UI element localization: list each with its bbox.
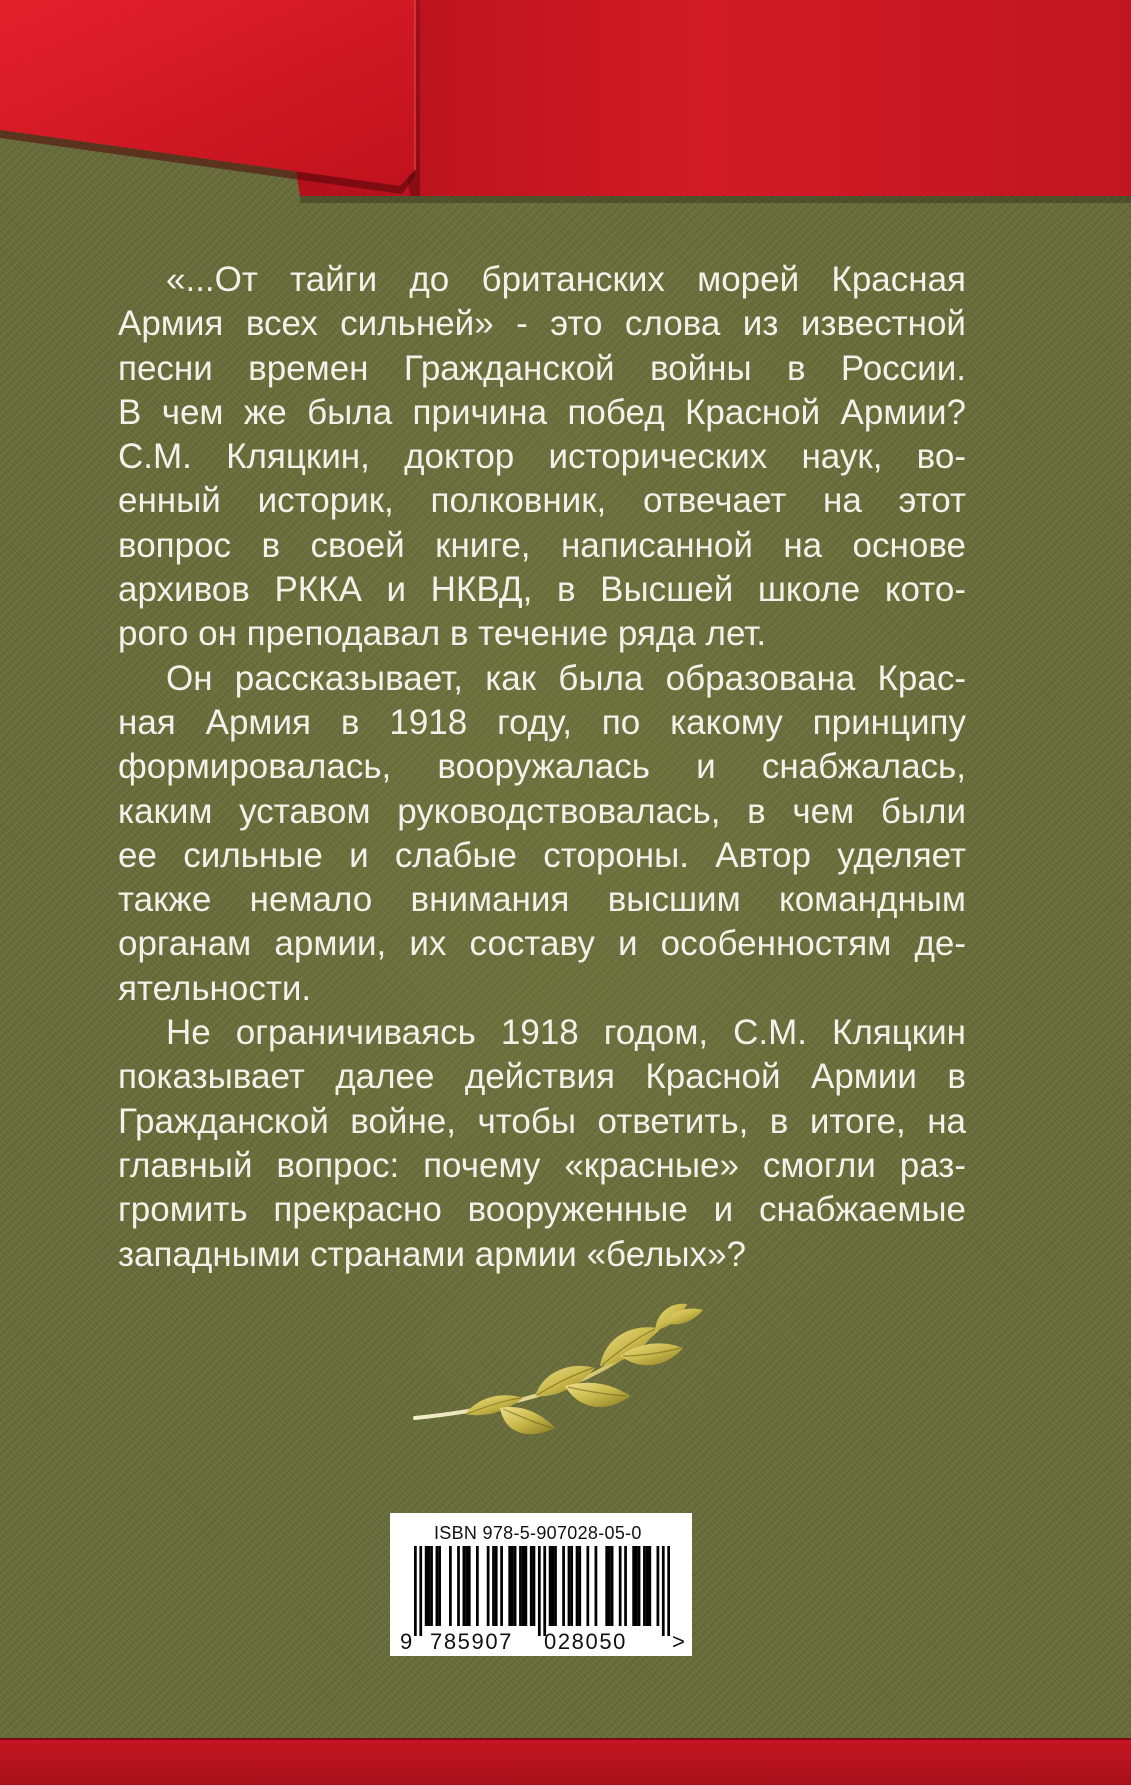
barcode-bar <box>543 1546 546 1636</box>
barcode-bar <box>578 1546 581 1626</box>
ean-digits <box>390 1629 692 1653</box>
barcode-bar <box>648 1546 651 1626</box>
text-line: «...От тайги до британских морей Красная <box>166 260 966 299</box>
red-strip <box>0 1738 1131 1785</box>
barcode-bar <box>551 1546 554 1626</box>
barcode-bar <box>657 1546 660 1626</box>
barcode-bar <box>576 1546 579 1626</box>
blurb-paragraph-3 <box>118 1011 966 1277</box>
barcode-bar <box>608 1546 611 1626</box>
laurel-branch-icon <box>405 1300 725 1440</box>
barcode-bar <box>425 1546 428 1626</box>
isbn-label: ISBN 978-5-907028-05-0 <box>434 1523 642 1543</box>
barcode-bar <box>495 1546 498 1626</box>
barcode-bar <box>519 1546 522 1626</box>
text-line: В чем же была причина побед Красной Армии? <box>118 392 966 432</box>
barcode-bar <box>465 1546 468 1626</box>
text-line: ная Армия в 1918 году, по какому принципу <box>118 702 966 742</box>
text-line: органам армии, их составу и особенностям де- <box>118 924 966 964</box>
barcode-bar <box>611 1546 614 1626</box>
barcode-bar <box>463 1546 466 1626</box>
barcode-bar <box>514 1546 517 1626</box>
barcode-bar <box>624 1546 627 1626</box>
text-line: также немало внимания высшим командным <box>118 880 966 920</box>
text-line: Армия всех сильней» - это слова из известной <box>118 304 966 344</box>
barcode-bar <box>646 1546 649 1626</box>
text-line: громить прекрасно вооруженные и снабжаемые <box>118 1190 966 1230</box>
barcode-bar <box>662 1546 665 1636</box>
barcode-bar <box>586 1546 589 1626</box>
barcode-bar <box>419 1546 422 1636</box>
barcode-bar <box>430 1546 433 1626</box>
barcode-bar <box>492 1546 495 1626</box>
barcode-bar <box>530 1546 533 1626</box>
barcode-bar <box>524 1546 527 1626</box>
red-ribbon-banner <box>0 0 1131 215</box>
blurb-text <box>118 258 966 1277</box>
text-line: показывает далее действия Красной Армии в <box>118 1057 966 1097</box>
text-line: ее сильные и слабые стороны. Автор уделяет <box>118 835 966 875</box>
ean-right-group: 028050 <box>544 1629 628 1654</box>
text-line: Не ограничиваясь 1918 годом, С.М. Кляцкин <box>166 1013 966 1053</box>
barcode-bar <box>568 1546 571 1626</box>
barcode-bar <box>533 1546 536 1626</box>
text-line: Гражданской войне, чтобы ответить, в итоге, на <box>118 1101 966 1141</box>
barcode-bar <box>522 1546 525 1626</box>
text-line: западными странами армии «белых»? <box>118 1234 747 1274</box>
text-line: каким уставом руководствовалась, в чем были <box>118 791 966 831</box>
barcode-bar <box>643 1546 646 1626</box>
barcode-bar <box>605 1546 608 1626</box>
text-line: архивов РККА и НКВД, в Высшей школе кото- <box>118 570 966 610</box>
text-line: вопрос в своей книге, написанной на основе <box>118 525 966 565</box>
barcode-bar <box>554 1546 557 1626</box>
barcode-bar <box>511 1546 514 1626</box>
barcode-bar <box>635 1546 638 1626</box>
isbn-barcode <box>390 1513 692 1656</box>
barcode-bar <box>427 1546 430 1626</box>
text-line: формировалась, вооружалась и снабжалась, <box>118 747 966 787</box>
barcode-bar <box>538 1546 541 1636</box>
barcode-bar <box>595 1546 598 1626</box>
text-line: главный вопрос: почему «красные» смогли раз- <box>118 1145 966 1185</box>
text-line: Он рассказывает, как была образована Крас- <box>166 658 966 698</box>
ean-first-digit: 9 <box>400 1629 413 1654</box>
barcode-bar <box>476 1546 479 1626</box>
barcode-bar <box>449 1546 452 1626</box>
barcode-bar <box>500 1546 503 1626</box>
text-line: енный историк, полковник, отвечает на этот <box>118 481 966 521</box>
barcode-bar <box>414 1546 417 1636</box>
barcode-bar <box>570 1546 573 1626</box>
barcode-bar <box>638 1546 641 1626</box>
barcode-bar <box>549 1546 552 1626</box>
barcode-bar <box>667 1546 670 1636</box>
barcode-bars <box>414 1546 670 1636</box>
text-line: ятельности. <box>118 968 312 1008</box>
barcode-bar <box>562 1546 565 1626</box>
barcode-bar <box>457 1546 460 1626</box>
blurb-paragraph-1 <box>118 258 966 657</box>
barcode-bar <box>468 1546 471 1626</box>
text-line: рого он преподавал в течение ряда лет. <box>118 614 767 654</box>
blurb-paragraph-2 <box>118 657 966 1011</box>
text-line: песни времен Гражданской войны в России. <box>118 348 966 388</box>
barcode-bar <box>632 1546 635 1626</box>
barcode-bar <box>619 1546 622 1626</box>
ean-end-mark: > <box>672 1629 685 1654</box>
barcode-bar <box>438 1546 441 1626</box>
barcode-bar <box>508 1546 511 1626</box>
text-line: С.М. Кляцкин, доктор исторических наук, во- <box>118 437 966 477</box>
barcode-bar <box>436 1546 439 1626</box>
barcode-bar <box>487 1546 490 1626</box>
ean-left-group: 785907 <box>430 1629 514 1654</box>
